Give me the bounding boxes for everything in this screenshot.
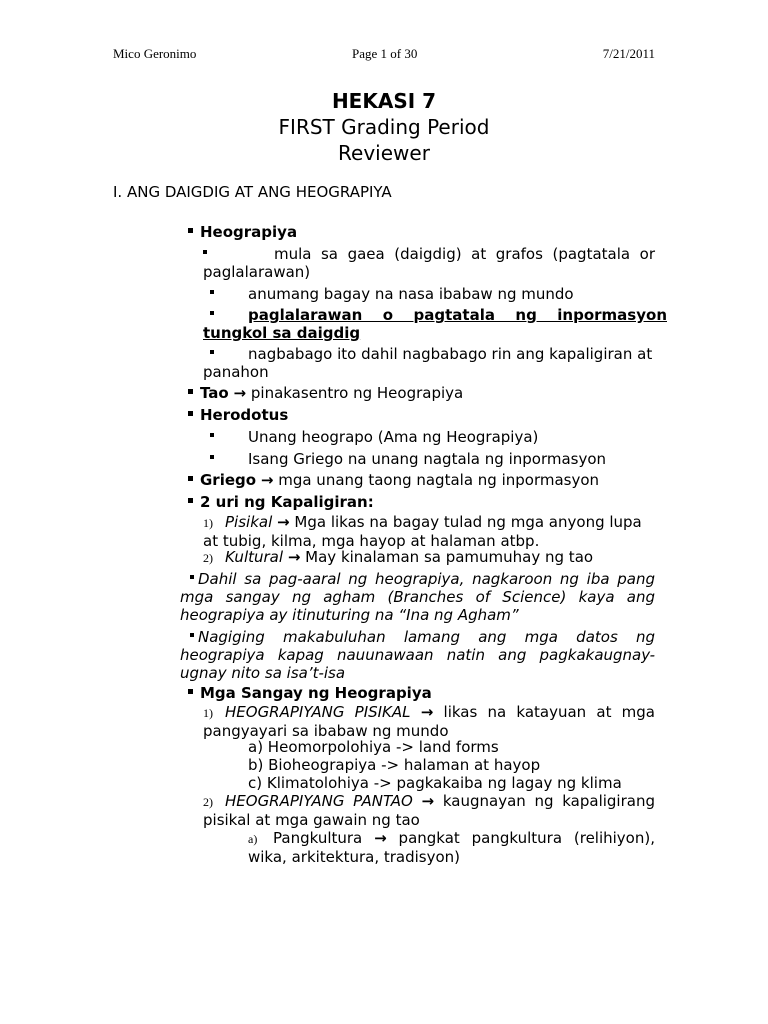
herodotus-detail-1: Unang heograpo (Ama ng Heograpiya) [210,428,538,446]
small-square-bullet-icon [210,433,214,437]
document-title [0,88,768,166]
small-square-bullet-icon [210,350,214,354]
arrow-right-icon: → [420,703,434,721]
small-square-bullet-icon [190,633,194,637]
heograpiya-definition-1: mula sa gaea (daigdig) at grafos (pagtatala or paglalarawan) [203,245,655,281]
herodotus-detail-2: Isang Griego na unang nagtala ng inpormasyon [210,450,606,468]
square-bullet-icon [188,498,193,503]
bullet-griego: Griego → mga unang taong nagtala ng inpormasyon [188,471,599,489]
title-period: FIRST Grading Period [278,115,490,139]
sangay-pisikal-b: b) Bioheograpiya -> halaman at hayop [248,756,541,774]
small-square-bullet-icon [210,311,214,315]
heograpiya-definition-4: nagbabago ito dahil nagbabago rin ang kapaligiran at panahon [203,345,653,381]
note-pagkakaugnay: Nagiging makabuluhan lamang ang mga datos ng heograpiya kapag nauunawaan natin ang pagkakaugnay-ugnay nito sa isa’t-isa [180,628,655,682]
header-date: 7/21/2011 [602,46,655,61]
bullet-mga-sangay: Mga Sangay ng Heograpiya [188,684,432,702]
note-ina-ng-agham: Dahil sa pag-aaral ng heograpiya, nagkaroon ng iba pang mga sangay ng agham (Branches of Science) kaya ang heograpiya ay itinuturing na “Ina ng Agham” [180,570,655,624]
arrow-right-icon: → [277,513,290,531]
title-subject: HEKASI 7 [331,89,437,113]
header-page-number: Page 1 of 30 [352,46,418,61]
sangay-pantao: 2) HEOGRAPIYANG PANTAO → kaugnayan ng kapaligirang pisikal at mga gawain ng tao [203,792,655,829]
sangay-pisikal-c: c) Klimatolohiya -> pagkakaiba ng lagay ng klima [248,774,622,792]
sangay-pisikal-a: a) Heomorpolohiya -> land forms [248,738,499,756]
heograpiya-definition-2: anumang bagay na nasa ibabaw ng mundo [210,285,574,303]
heograpiya-definition-3: paglalarawan o pagtatala ng inpormasyon tungkol sa daigdig [203,306,667,342]
bullet-tao: Tao → pinakasentro ng Heograpiya [188,384,463,402]
arrow-right-icon: → [374,829,387,847]
arrow-right-icon: → [233,384,247,402]
arrow-right-icon: → [421,792,435,810]
bullet-kapaligiran: 2 uri ng Kapaligiran: [188,493,374,511]
title-reviewer: Reviewer [338,141,430,165]
kapaligiran-pisikal: 1) Pisikal → Mga likas na bagay tulad ng mga anyong lupa at tubig, kilma, mga hayop at halaman atbp. [203,513,642,550]
sangay-pantao-a: a) Pangkultura → pangkat pangkultura (relihiyon), wika, arkitektura, tradisyon) [248,829,655,866]
small-square-bullet-icon [210,455,214,459]
bullet-heograpiya: Heograpiya [188,223,297,241]
square-bullet-icon [188,411,193,416]
small-square-bullet-icon [190,575,194,579]
arrow-right-icon: → [287,548,301,566]
square-bullet-icon [188,476,193,481]
square-bullet-icon [188,228,193,233]
section-heading: I. ANG DAIGDIG AT ANG HEOGRAPIYA [113,183,392,201]
arrow-right-icon: → [260,471,274,489]
square-bullet-icon [188,689,193,694]
square-bullet-icon [188,389,193,394]
header-author: Mico Geronimo [113,46,197,61]
small-square-bullet-icon [203,250,207,254]
small-square-bullet-icon [210,290,214,294]
sangay-pisikal: 1) HEOGRAPIYANG PISIKAL → likas na katayuan at mga pangyayari sa ibabaw ng mundo [203,703,655,740]
kapaligiran-kultural: 2) Kultural → May kinalaman sa pamumuhay ng tao [203,548,594,566]
bullet-herodotus: Herodotus [188,406,288,424]
